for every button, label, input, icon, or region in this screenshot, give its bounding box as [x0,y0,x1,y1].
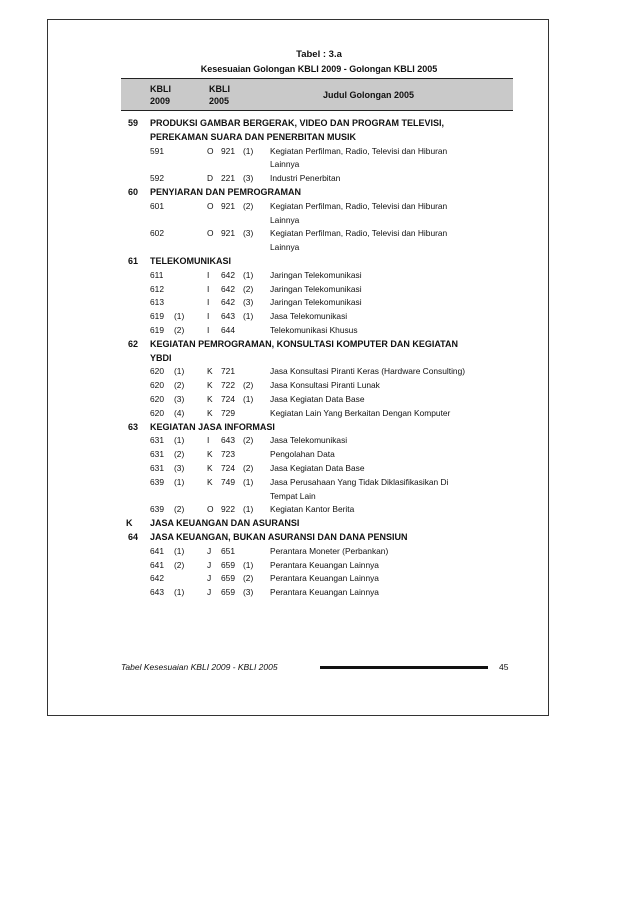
kbli2005-sub: (3) [243,587,254,598]
kbli2009-sub: (4) [174,407,185,418]
kbli2005-sub: (2) [243,200,254,211]
group-title-continued: YBDI [150,352,172,363]
kbli2005-section: K [207,380,213,391]
table-subtitle: Kesesuaian Golongan KBLI 2009 - Golongan KBLI 2005 [200,64,438,74]
kbli2005-sub: (1) [243,476,254,487]
table-row [0,448,638,462]
kbli2009-code: 602 [150,228,164,239]
title-continued: Lainnya [270,242,300,253]
kbli2005-section: I [207,269,210,280]
kbli2005-code: 644 [221,325,235,335]
group-code: 60 [128,187,139,197]
title-continued: Lainnya [270,214,300,225]
kbli2009-code: 611 [150,269,164,280]
kbli2009-code: 639 [150,504,164,515]
judul-golongan: Kegiatan Lain Yang Berkaitan Dengan Komputer [270,407,451,418]
judul-golongan: Perantara Keuangan Lainnya [270,587,379,598]
table-row [0,172,638,186]
header-kbli2005: KBLI 2005 [209,84,230,106]
kbli2005-code: 921 [221,200,235,211]
kbli2005-section: D [207,173,214,184]
table-row [0,379,638,393]
kbli2005-section: I [207,325,210,335]
kbli2005-code: 921 [221,145,235,156]
kbli2005-code: 643 [221,435,235,446]
kbli2005-sub: (1) [243,269,254,280]
table-row [0,214,638,228]
table-row [0,227,638,241]
kbli2005-sub: (2) [243,380,254,391]
kbli2009-sub: (2) [174,449,185,460]
table-header [121,78,513,111]
kbli2005-code: 724 [221,463,235,473]
kbli2009-sub: (3) [174,394,185,404]
group-title: TELEKOMUNIKASI [150,256,231,266]
table-row [0,145,638,159]
footer-rule [320,666,488,669]
table-row [0,462,638,476]
group-title: PRODUKSI GAMBAR BERGERAK, VIDEO DAN PROGRAM TELEVISI, [150,118,445,128]
kbli2009-code: 620 [150,407,164,418]
kbli2005-code: 724 [221,394,235,404]
kbli2005-sub: (1) [243,559,254,570]
group-row [0,531,638,545]
kbli2005-section: K [207,463,213,473]
group-title: KEGIATAN PEMROGRAMAN, KONSULTASI KOMPUTER DAN KEGIATAN [150,338,458,349]
title-continued: Lainnya [270,159,300,170]
kbli2009-code: 639 [150,476,164,487]
kbli2009-sub: (3) [174,463,185,473]
kbli2005-section: J [207,559,212,570]
judul-golongan: Jaringan Telekomunikasi [270,269,362,280]
kbli2005-code: 221 [221,173,235,184]
judul-golongan: Jasa Kegiatan Data Base [270,463,365,473]
kbli2005-sub: (1) [243,504,254,515]
kbli2005-sub: (3) [243,173,254,184]
kbli2005-code: 659 [221,559,235,570]
kbli2005-section: J [207,573,212,584]
kbli2005-sub: (1) [243,311,254,322]
judul-golongan: Jasa Telekomunikasi [270,435,348,446]
kbli2005-section: O [207,145,214,156]
kbli2005-section: I [207,311,210,322]
kbli2009-sub: (1) [174,587,185,598]
kbli2005-section: O [207,504,214,515]
kbli2009-sub: (1) [174,366,185,377]
kbli2009-sub: (2) [174,559,185,570]
judul-golongan: Jasa Perusahaan Yang Tidak Diklasifikasikan Di [270,476,449,487]
judul-golongan: Kegiatan Perfilman, Radio, Televisi dan Hiburan [270,200,448,211]
kbli2009-code: 641 [150,559,164,570]
group-row [0,421,638,435]
footer-text: Tabel Kesesuaian KBLI 2009 - KBLI 2005 [121,662,278,672]
group-title: PENYIARAN DAN PEMROGRAMAN [150,187,302,197]
header-kbli2009: KBLI 2009 [150,84,171,106]
table-title: Tabel : 3.a [296,49,342,60]
table-row [0,572,638,586]
judul-golongan: Jasa Kegiatan Data Base [270,394,365,404]
table-row [0,310,638,324]
kbli2005-sub: (1) [243,145,254,156]
group-code: 61 [128,256,139,266]
table-row [0,131,638,145]
kbli2009-sub: (2) [174,325,185,335]
kbli2005-code: 921 [221,228,235,239]
table-row [0,586,638,600]
table-row [0,158,638,172]
kbli2005-section: O [207,228,214,239]
kbli2005-code: 642 [221,269,235,280]
judul-golongan: Kegiatan Kantor Berita [270,504,355,515]
group-row [0,255,638,269]
kbli2009-sub: (1) [174,435,185,446]
kbli2005-sub: (2) [243,283,254,294]
group-title: JASA KEUANGAN, BUKAN ASURANSI DAN DANA PENSIUN [150,532,408,542]
kbli2005-section: K [207,449,213,460]
table-row [0,241,638,255]
kbli2005-section: K [207,394,213,404]
judul-golongan: Kegiatan Perfilman, Radio, Televisi dan Hiburan [270,228,448,239]
kbli2009-code: 642 [150,573,164,584]
judul-golongan: Jasa Telekomunikasi [270,311,348,322]
table-row [0,490,638,504]
group-row [0,117,638,131]
group-code: 63 [128,421,139,432]
kbli2005-section: I [207,283,210,294]
kbli2005-code: 643 [221,311,235,322]
kbli2005-code: 922 [221,504,235,515]
kbli2009-code: 631 [150,449,164,460]
kbli2005-sub: (1) [243,394,254,404]
kbli2005-sub: (2) [243,463,254,473]
group-code: 64 [128,532,139,542]
group-code: 59 [128,118,139,128]
kbli2005-section: K [207,476,213,487]
kbli2005-code: 642 [221,283,235,294]
kbli2005-sub: (3) [243,228,254,239]
kbli2005-section: J [207,587,212,598]
page-number: 45 [499,662,509,672]
kbli2009-sub: (1) [174,311,185,322]
kbli2009-sub: (2) [174,380,185,391]
table-row [0,503,638,517]
judul-golongan: Jasa Konsultasi Piranti Keras (Hardware Consulting) [270,366,466,377]
kbli2009-code: 592 [150,173,164,184]
kbli2005-code: 722 [221,380,235,391]
kbli2005-code: 729 [221,407,235,418]
kbli2005-section: O [207,200,214,211]
kbli2009-code: 612 [150,283,164,294]
judul-golongan: Jaringan Telekomunikasi [270,297,362,308]
kbli2005-code: 659 [221,573,235,584]
table-row [0,365,638,379]
section-code: K [126,518,133,529]
kbli2005-section: K [207,366,213,377]
kbli2005-code: 749 [221,476,235,487]
kbli2009-code: 619 [150,311,164,322]
kbli2009-code: 613 [150,297,164,308]
kbli2005-section: I [207,435,210,446]
kbli2005-code: 659 [221,587,235,598]
kbli2009-sub: (1) [174,476,185,487]
table-row [0,324,638,338]
kbli2009-code: 631 [150,435,164,446]
group-title-continued: PEREKAMAN SUARA DAN PENERBITAN MUSIK [150,131,357,142]
kbli2009-code: 601 [150,200,164,211]
kbli2005-sub: (2) [243,435,254,446]
kbli2009-code: 620 [150,394,164,404]
group-code: 62 [128,338,139,349]
table-row [0,200,638,214]
kbli2005-code: 651 [221,545,235,556]
table-row [0,559,638,573]
judul-golongan: Kegiatan Perfilman, Radio, Televisi dan Hiburan [270,145,448,156]
kbli2009-code: 620 [150,380,164,391]
kbli2005-section: I [207,297,210,308]
kbli2009-code: 620 [150,366,164,377]
section-title: JASA KEUANGAN DAN ASURANSI [150,518,300,529]
table-row [0,352,638,366]
judul-golongan: Pengolahan Data [270,449,335,460]
kbli2005-sub: (2) [243,573,254,584]
header-judul-golongan: Judul Golongan 2005 [323,90,415,100]
table-row [0,434,638,448]
judul-golongan: Perantara Keuangan Lainnya [270,573,379,584]
kbli2005-section: K [207,407,213,418]
table-row [0,476,638,490]
group-row [0,186,638,200]
judul-golongan: Jaringan Telekomunikasi [270,283,362,294]
table-row [0,296,638,310]
table-row [0,393,638,407]
kbli2005-code: 721 [221,366,235,377]
table-row [0,545,638,559]
kbli2009-code: 591 [150,145,164,156]
kbli2009-sub: (1) [174,545,185,556]
section-row [0,517,638,531]
judul-golongan: Jasa Konsultasi Piranti Lunak [270,380,380,391]
kbli2009-code: 641 [150,545,164,556]
table-row [0,269,638,283]
group-title: KEGIATAN JASA INFORMASI [150,421,275,432]
kbli2005-code: 642 [221,297,235,308]
kbli2009-code: 619 [150,325,164,335]
table-row [0,407,638,421]
kbli2009-sub: (2) [174,504,185,515]
kbli2005-section: J [207,545,212,556]
title-continued: Tempat Lain [270,490,316,501]
judul-golongan: Industri Penerbitan [270,173,341,184]
kbli2009-code: 631 [150,463,164,473]
judul-golongan: Perantara Moneter (Perbankan) [270,545,389,556]
table-row [0,283,638,297]
group-row [0,338,638,352]
kbli2009-code: 643 [150,587,164,598]
kbli2005-sub: (3) [243,297,254,308]
kbli2005-code: 723 [221,449,235,460]
judul-golongan: Telekomunikasi Khusus [270,325,358,335]
judul-golongan: Perantara Keuangan Lainnya [270,559,379,570]
